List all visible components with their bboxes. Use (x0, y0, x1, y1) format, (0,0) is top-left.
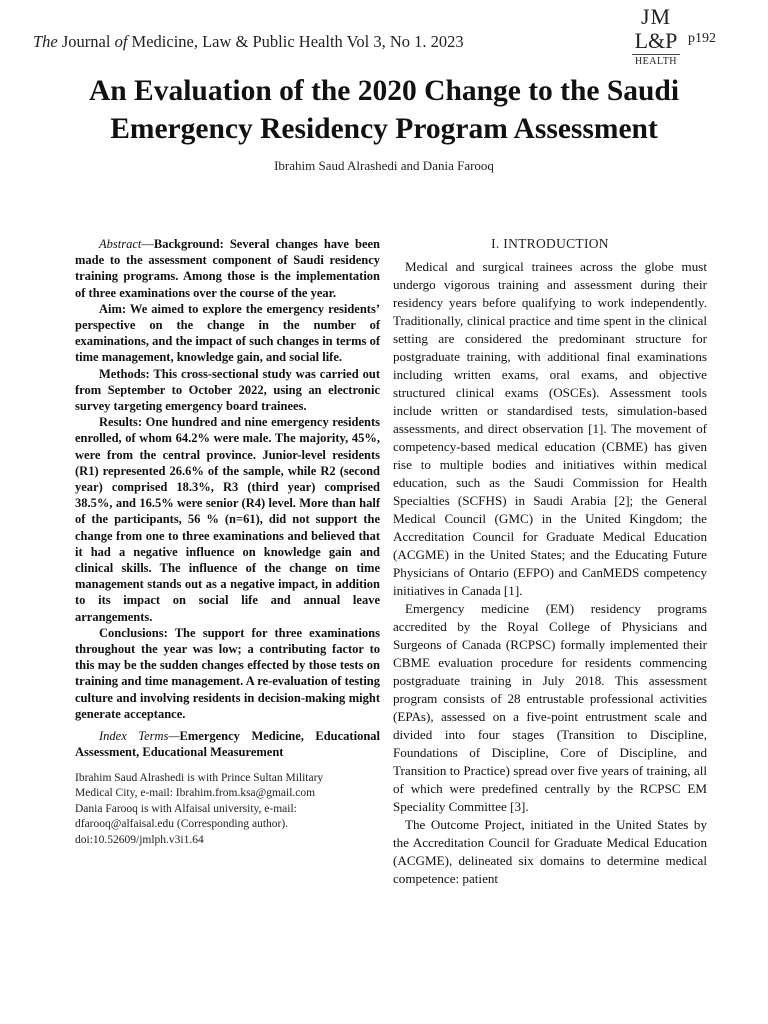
abstract-conclusions-text: Conclusions: The support for three examinations throughout the year was low; a contributing factor to this may be the sudden changes effected by those tests on training and time management. A re-evaluation of testing culture and involving residents in decision-making might generate acceptance. (75, 625, 380, 721)
footnote-doi: doi:10.52609/jmlph.v3i1.64 (75, 833, 204, 846)
abstract-label: Abstract (99, 237, 142, 251)
section-heading-introduction: I. INTRODUCTION (491, 236, 609, 251)
abstract-aim (75, 301, 380, 366)
index-terms (75, 728, 380, 760)
journal-word: Journal (61, 32, 111, 51)
abstract-methods (75, 366, 380, 415)
index-terms-dash: — (168, 729, 180, 744)
journal-of: of (114, 32, 128, 51)
journal-name-rest: Medicine, Law & Public Health Vol 3, No 1. 2023 (131, 32, 464, 51)
abstract-results-text: Results: One hundred and nine emergency residents enrolled, of whom 64.2% were male. The majority, 45%, were from the central province. Junior-level residents (R1) represented 26.6% of the sample, while R2 (second year) comprised 18.3%, R3 (third year) comprised 38.5%, and 16.5% were senior (R4) level. More than half of the participants, 56 % (n=61), did not support the change from one to three examinations and believed that it had a negative influence on knowledge gain and clinical skills. The influence of the change on time management stands out as a negative impact, in addition to its impact on social life and annual leave arrangements. (75, 415, 380, 624)
logo-line-health: HEALTH (634, 56, 678, 67)
abstract-background-text: Background: Several changes have been made to the assessment component of Saudi residency training programs. Among those is the implementation of three examinations over the course of the year. (75, 237, 380, 300)
logo-line-jm: JM (640, 4, 672, 29)
logo-rule (632, 54, 680, 55)
abstract-results (75, 414, 380, 625)
logo-line-lp: L&P (634, 28, 678, 53)
intro-paragraph-1: Medical and surgical trainees across the globe must undergo vigorous training and assessment during their residency years before qualifying to work independently. Traditionally, clinical practice and time spent in the clinical setting are considered the predominant structure for postgraduate training, with additional final examinations including written exams, oral exams, and objective structured clinical exams (OSCEs). Assessment tools include written or standardised tests, simulation-based assessments, and direct observation [1]. The movement of competency-based medical education (CBME) has given rise to multiple bodies and initiatives within medical education, such as the Saudi Commission for Health Specialties (SCFHS) in Saudi Arabia [2]; the General Medical Council (GMC) in the United Kingdom; the Accreditation Council for Graduate Medical Education (ACGME) in the United States; and the Educating Future Physicians of Ontario (EFPO) and CanMEDS competency initiatives in Canada [1]. (393, 259, 707, 598)
abstract-background (75, 236, 380, 301)
footnote-line: Medical City, e-mail: Ibrahim.from.ksa@gmail.com (75, 787, 316, 799)
journal-logo (628, 6, 684, 67)
index-terms-label: Index Terms (99, 729, 169, 744)
journal-citation (33, 32, 464, 52)
journal-the: The (33, 32, 58, 51)
abstract-aim-text: Aim: We aimed to explore the emergency residents’ perspective on the change in the number of examinations, and the impact of such changes in terms of time management, knowledge gain, and social life. (75, 301, 380, 365)
abstract-dash: — (141, 237, 154, 251)
footnote-line: Dania Farooq is with Alfaisal university, e-mail: (75, 802, 297, 815)
footnote-line: dfarooq@alfaisal.edu (Corresponding author). (75, 818, 289, 830)
index-terms-text: Emergency Medicine, Educational Assessment, Educational Measurement (75, 729, 380, 760)
article-title: An Evaluation of the 2020 Change to the Saudi Emergency Residency Program Assessment (88, 75, 680, 145)
footnote-line: Ibrahim Saud Alrashedi is with Prince Sultan Military (75, 771, 324, 784)
author-footnote (75, 771, 380, 849)
abstract-conclusions (75, 625, 380, 722)
abstract-methods-text: Methods: This cross-sectional study was carried out from September to October 2022, using an electronic survey targeting emergency board trainees. (75, 366, 380, 414)
left-column (75, 236, 380, 848)
right-column (393, 235, 707, 888)
authors: Ibrahim Saud Alrashedi and Dania Farooq (274, 158, 494, 173)
intro-paragraph-2: Emergency medicine (EM) residency programs accredited by the Royal College of Physicians and Surgeons of Canada (RCPSC) formally implemented their CBME evaluation procedure for residents commencing postgraduate training in July 2018. This assessment program consists of 28 entrustable professional activities (EPAs), assessed on a five-point entrustment scale and divided into four stages (Transition to Discipline, Foundations of Discipline, Core of Discipline, and Transition to Practice) spread over five years of training, all of which were predefined centrally by the RCPSC EM Speciality Committee [3]. (393, 601, 707, 814)
page-number: p192 (688, 31, 716, 46)
intro-paragraph-3: The Outcome Project, initiated in the United States by the Accreditation Council for Graduate Medical Education (ACGME), delineated six domains to determine medical competence: patient (393, 817, 707, 886)
